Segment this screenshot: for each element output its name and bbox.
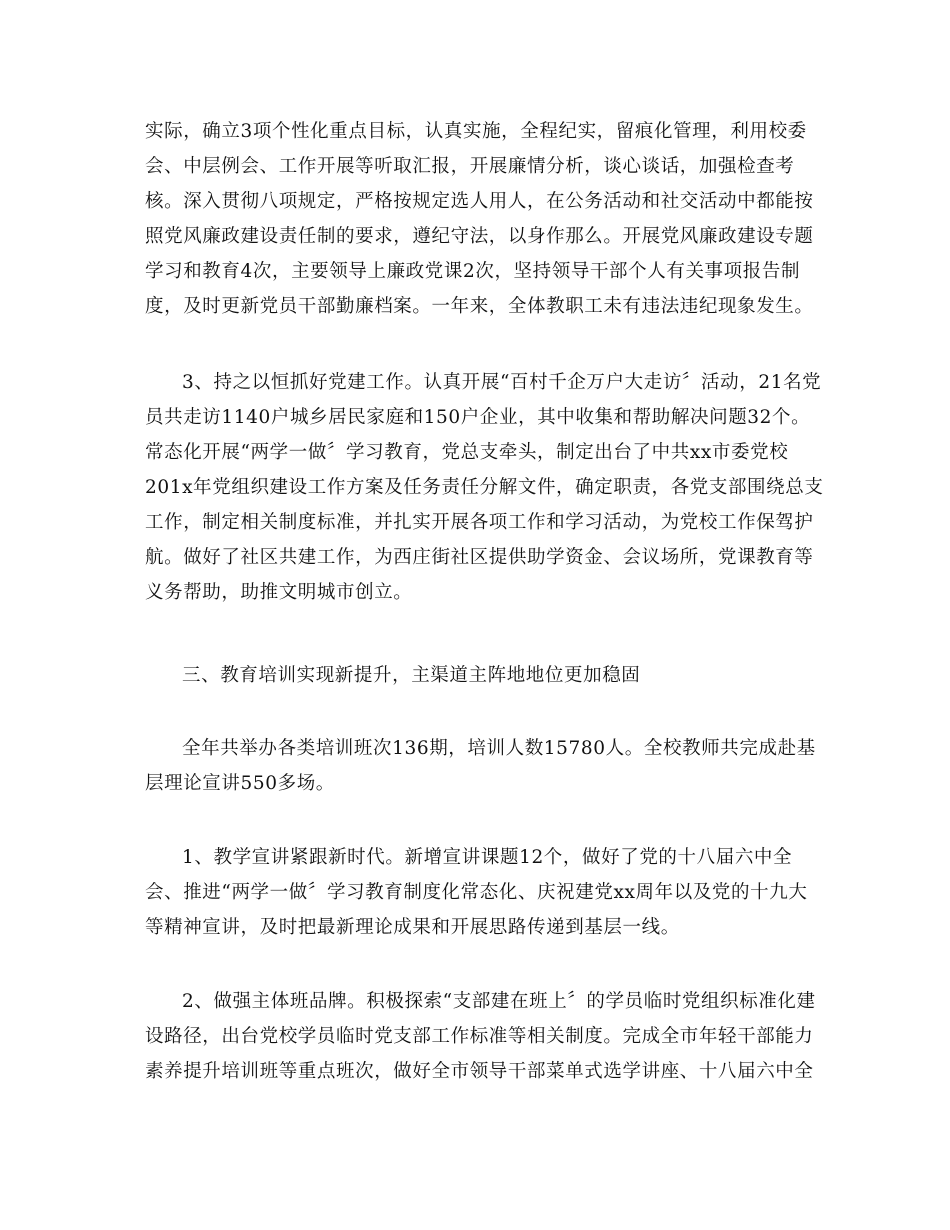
paragraph-line: 员共走访1140户城乡居民家庭和150户企业，其中收集和帮助解决问题32个。 [145,407,811,428]
paragraph-line: 常态化开展“两学一做〞学习教育，党总支牵头，制定出台了中共xx市委党校 [145,442,789,463]
paragraph-line: 度，及时更新党员干部勤廉档案。一年来，全体教职工未有违法违纪现象发生。 [145,296,814,317]
paragraph-line: 3、持之以恒抓好党建工作。认真开展“百村千企万户大走访〞活动，21名党 [182,372,822,393]
paragraph-line: 201x年党组织建设工作方案及任务责任分解文件，确定职责，各党支部围绕总支 [145,477,824,498]
paragraph-line: 设路径，出台党校学员临时党支部工作标准等相关制度。完成全市年轻干部能力 [145,1026,814,1047]
paragraph-line: 航。做好了社区共建工作，为西庄街社区提供助学资金、会议场所，党课教育等 [145,547,814,568]
paragraph-line: 会、推进“两学一做〞学习教育制度化常态化、庆祝建党xx周年以及党的十九大 [145,882,808,903]
paragraph-line: 等精神宣讲，及时把最新理论成果和开展思路传递到基层一线。 [145,917,680,938]
paragraph-line: 素养提升培训班等重点班次，做好全市领导干部菜单式选学讲座、十八届六中全 [145,1061,814,1082]
paragraph-line: 义务帮助，助推文明城市创立。 [145,582,413,603]
paragraph-line: 照党风廉政建设责任制的要求，遵纪守法，以身作那么。开展党风廉政建设专题 [145,226,814,247]
paragraph-line: 学习和教育4次，主要领导上廉政党课2次，坚持领导干部个人有关事项报告制 [145,261,801,282]
paragraph-line: 全年共举办各类培训班次136期，培训人数15780人。全校教师共完成赴基 [182,738,816,759]
paragraph-line: 会、中层例会、工作开展等听取汇报，开展廉情分析，谈心谈话，加强检查考 [145,156,795,177]
paragraph-line: 2、做强主体班品牌。积极探索“支部建在班上〞的学员临时党组织标准化建 [182,991,816,1012]
paragraph-line: 1、教学宣讲紧跟新时代。新增宣讲课题12个，做好了党的十八届六中全 [182,847,793,868]
paragraph-line: 实际，确立3项个性化重点目标，认真实施，全程纪实，留痕化管理，利用校委 [145,121,807,142]
paragraph-line: 工作，制定相关制度标准，并扎实开展各项工作和学习活动，为党校工作保驾护 [145,512,814,533]
paragraph-line: 核。深入贯彻八项规定，严格按规定选人用人，在公务活动和社交活动中都能按 [145,191,814,212]
paragraph-line: 层理论宣讲550多场。 [145,773,335,794]
section-heading: 三、教育培训实现新提升，主渠道主阵地地位更加稳固 [182,665,641,686]
